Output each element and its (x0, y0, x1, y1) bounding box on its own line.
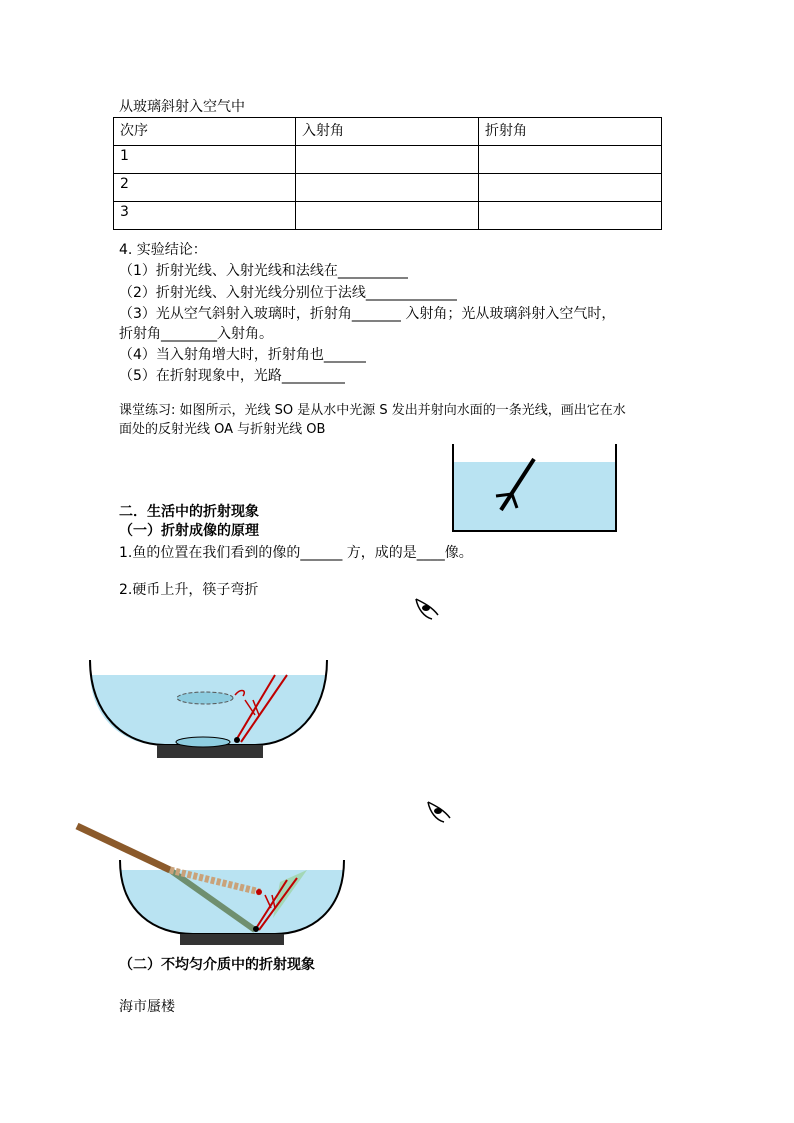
conclusion-item: （4）当入射角增大时，折射角也______ (119, 347, 366, 363)
table-cell (479, 146, 662, 174)
conclusion-item: （3）光从空气斜射入玻璃时，折射角_______ 入射角；光从玻璃斜射入空气时， (119, 306, 616, 322)
table-cell (479, 202, 662, 230)
table-cell (296, 174, 479, 202)
table-header-row (114, 118, 662, 146)
conclusion-item: （1）折射光线、入射光线和法线在__________ (119, 263, 408, 279)
coin-real (176, 737, 230, 747)
table-header-cell: 次序 (114, 118, 296, 146)
table-cell (296, 146, 479, 174)
table-cell: 3 (114, 202, 296, 230)
conclusion-item: 折射角________入射角。 (119, 326, 273, 342)
tank-water (454, 462, 615, 530)
question-2: 2.硬币上升，筷子弯折 (119, 582, 259, 598)
table-row (114, 202, 662, 230)
subsection-title: （一）折射成像的原理 (119, 523, 259, 539)
coin-bowl-figure (85, 660, 345, 760)
bowl-base (180, 934, 284, 945)
eye-icon (426, 800, 456, 824)
subsection-title: （二）不均匀介质中的折射现象 (119, 957, 315, 973)
table-cell (296, 202, 479, 230)
table-cell: 2 (114, 174, 296, 202)
refraction-table (113, 117, 662, 230)
table-row (114, 146, 662, 174)
section-title: 二．生活中的折射现象 (119, 504, 259, 520)
ray-arrow-left (496, 494, 512, 496)
water-tank-figure (450, 444, 620, 536)
conclusion-item: （2）折射光线、入射光线分别位于法线_____________ (119, 285, 457, 301)
chopstick-bowl-figure (75, 822, 355, 947)
table-cell (479, 174, 662, 202)
table-caption: 从玻璃斜射入空气中 (119, 99, 245, 115)
conclusion-item: （5）在折射现象中，光路_________ (119, 368, 345, 384)
eye-icon (414, 597, 444, 621)
chopstick-above (77, 826, 170, 870)
exercise-line-2: 面处的反射光线 OA 与折射光线 OB (119, 422, 326, 437)
conclusions-heading: 4. 实验结论： (119, 242, 207, 258)
table-header-cell: 折射角 (479, 118, 662, 146)
table-header-cell: 入射角 (296, 118, 479, 146)
table-row (114, 174, 662, 202)
table-cell: 1 (114, 146, 296, 174)
mirage-label: 海市蜃楼 (119, 999, 175, 1015)
question-1: 1.鱼的位置在我们看到的像的______ 方，成的是____像。 (119, 545, 473, 561)
exercise-line-1: 课堂练习: 如图所示，光线 SO 是从水中光源 S 发出并射向水面的一条光线，画出它在水 (119, 403, 626, 418)
coin-image (177, 692, 233, 704)
